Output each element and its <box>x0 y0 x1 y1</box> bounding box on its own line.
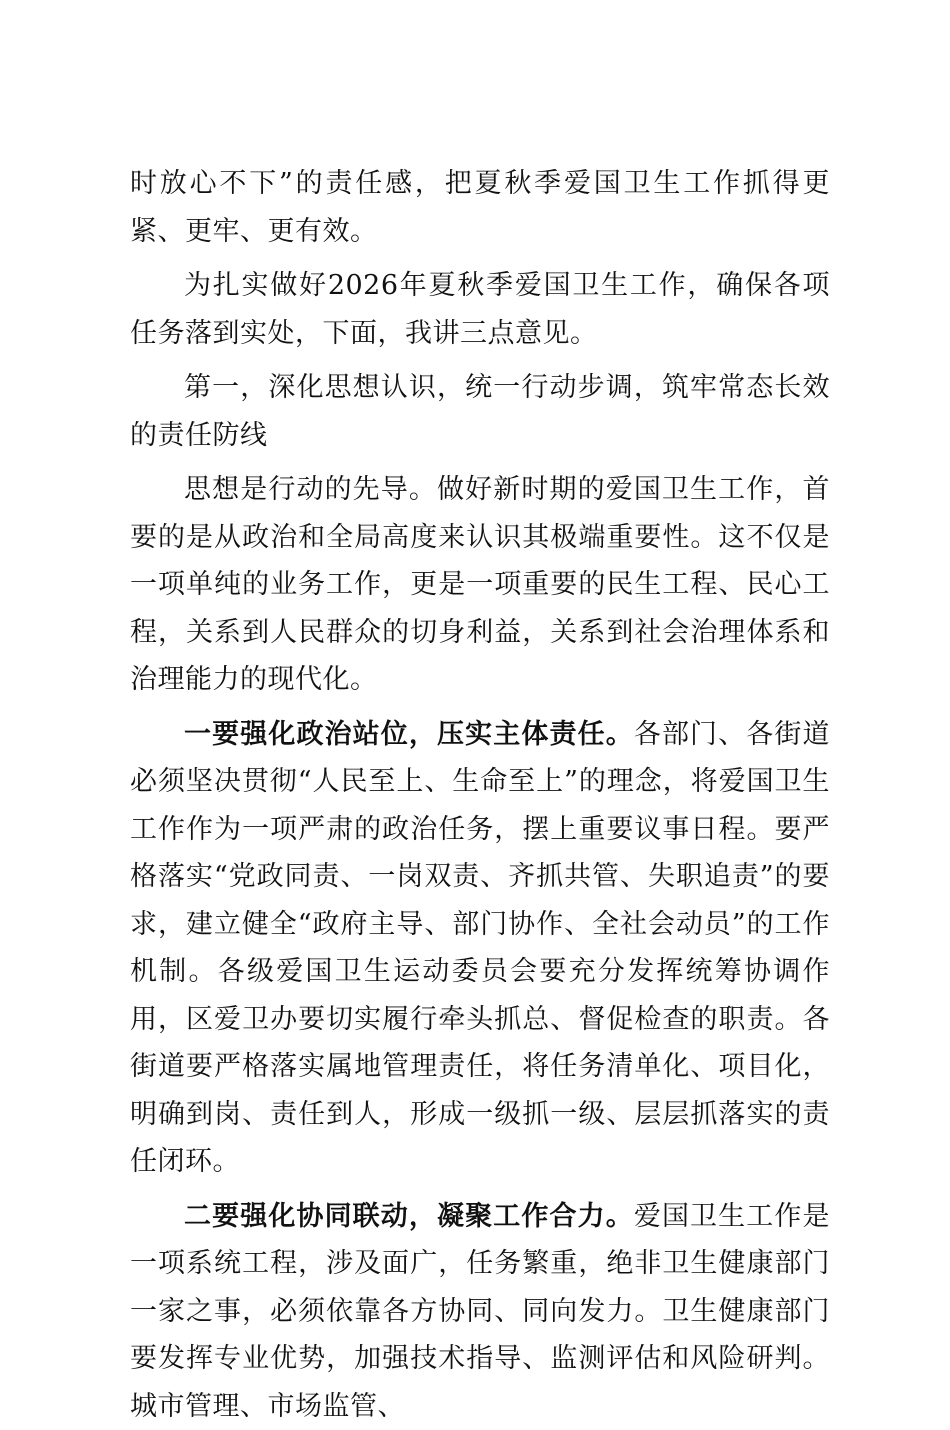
paragraph-2-text: 为扎实做好2026年夏秋季爱国卫生工作，确保各项任务落到实处，下面，我讲三点意见。 <box>130 270 830 349</box>
section-heading-1-text: 第一，深化思想认识，统一行动步调，筑牢常态长效的责任防线 <box>130 372 830 451</box>
paragraph-5-text: 各部门、各街道必须坚决贯彻“人民至上、生命至上”的理念，将爱国卫生工作作为一项严肃的政治任务，摆上重要议事日程。要严格落实“党政同责、一岗双责、齐抓共管、失职追责”的要求，建立健全“政府主导、部门协作、全社会动员”的工作机制。各级爱国卫生运动委员会要充分发挥统筹协调作用，区爱卫办要切实履行牵头抓总、督促检查的职责。各街道要严格落实属地管理责任，将任务清单化、项目化，明确到岗、责任到人，形成一级抓一级、层层抓落实的责任闭环。 <box>130 719 830 1178</box>
paragraph-6 <box>130 1193 830 1430</box>
section-heading-1 <box>130 364 830 459</box>
document-body <box>130 160 830 1430</box>
paragraph-2 <box>130 262 830 357</box>
paragraph-6-text: 爱国卫生工作是一项系统工程，涉及面广，任务繁重，绝非卫生健康部门一家之事，必须依靠各方协同、同向发力。卫生健康部门要发挥专业优势，加强技术指导、监测评估和风险研判。城市管理、市场监管、 <box>130 1201 830 1422</box>
paragraph-4-text: 思想是行动的先导。做好新时期的爱国卫生工作，首要的是从政治和全局高度来认识其极端重要性。这不仅是一项单纯的业务工作，更是一项重要的民生工程、民心工程，关系到人民群众的切身利益，关系到社会治理体系和治理能力的现代化。 <box>130 474 830 695</box>
paragraph-1 <box>130 160 830 255</box>
paragraph-6-lead: 二要强化协同联动，凝聚工作合力。 <box>184 1201 634 1232</box>
paragraph-5 <box>130 711 830 1186</box>
paragraph-1-text: 时放心不下”的责任感，把夏秋季爱国卫生工作抓得更紧、更牢、更有效。 <box>130 168 830 247</box>
paragraph-5-lead: 一要强化政治站位，压实主体责任。 <box>184 719 634 750</box>
paragraph-4 <box>130 466 830 704</box>
